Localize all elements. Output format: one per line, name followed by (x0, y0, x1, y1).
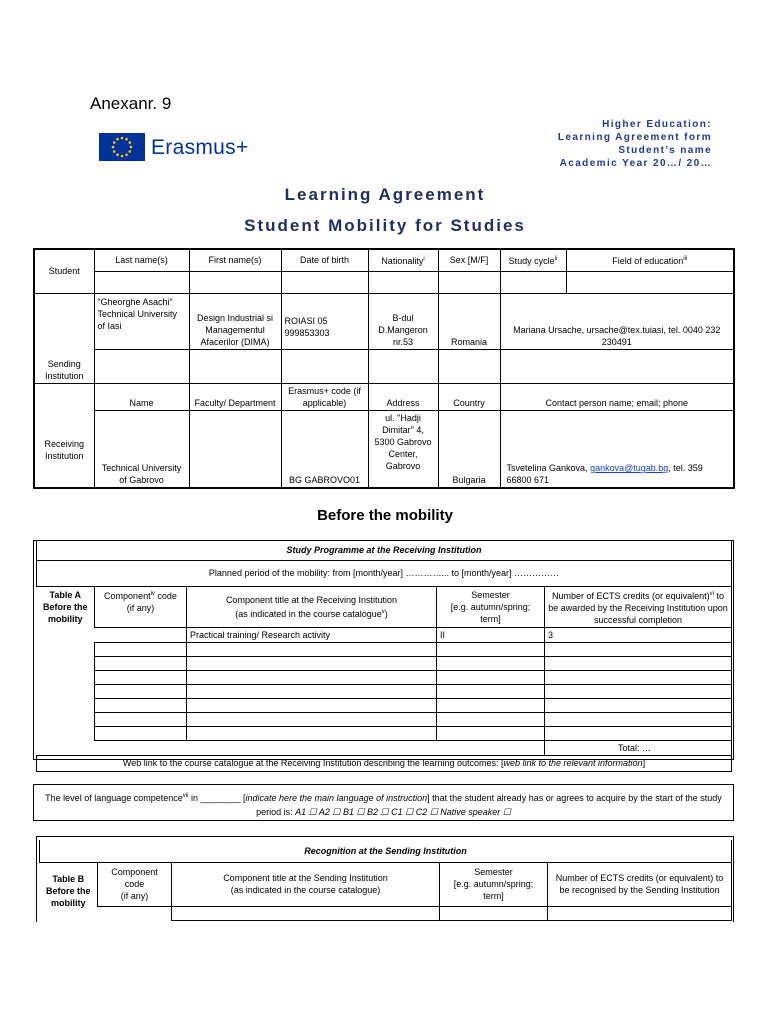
table-b-label: Table B Before the mobility (45, 874, 91, 909)
student-first-name-cell[interactable] (189, 271, 281, 293)
header-last-name: Last name(s) (94, 249, 189, 271)
header-recv-name: Name (94, 383, 189, 410)
eu-flag-icon (99, 133, 145, 161)
sending-faculty: Design Industrial si Managementul Afacerilor (DIMA) (189, 293, 281, 349)
erasmus-logo (99, 133, 251, 163)
header-b-component-title: Component title at the Sending Institution (as indicated in the course catalogue) (172, 862, 440, 906)
language-competence: The level of language competence$^{vii}$ in ________ [indicate here the main language of instruction] that the student already has or agrees to acquire by the start of the study period is: A1 ☐ A2 ☐ B1 ☐ B2 ☐ C1 ☐ C2 ☐ Native speaker ☐ (33, 784, 734, 821)
header-component-title: Component title at the Receiving Institution (as indicated in the course catalogue$^v$) (187, 586, 437, 627)
sending-contact: Mariana Ursache, ursache@tex.tuiasi, tel. 0040 232 230491 (500, 293, 734, 349)
student-study-cycle-cell[interactable] (500, 271, 566, 293)
language-level-options[interactable]: A1 ☐ A2 ☐ B1 ☐ B2 ☐ C1 ☐ C2 ☐ Native speaker ☐ (295, 807, 511, 817)
sending-name: “Gheorghe Asachi” Technical University of Iasi (94, 293, 189, 349)
document-subtitle: Student Mobility for Studies (244, 216, 526, 235)
header-field-of-education: Field of education$^{iii}$ (566, 249, 734, 271)
sending-erasmus-code: ROIASI 05 999853303 (281, 293, 368, 349)
header-semester: Semester [e.g. autumn/spring; term] (437, 586, 545, 627)
header-recv-country: Country (438, 383, 500, 410)
header-component-code: Component$^{iv}$ code (if any) (95, 586, 187, 627)
row1-semester: II (437, 627, 545, 642)
receiving-contact: Tsvetelina Gankova, gankova@tugab.bg, tel. 359 66800 671 (500, 410, 734, 488)
annex-number: Anexanr. 9 (90, 94, 172, 113)
student-dob-cell[interactable] (281, 271, 368, 293)
header-sex: Sex [M/F] (438, 249, 500, 271)
student-label: Student (34, 249, 94, 293)
receiving-address: ul. "Hadji Dimitar" 4, 5300 Gabrovo Center, Gabrovo (368, 410, 438, 488)
header-b-semester: Semester [e.g. autumn/spring; term] (440, 862, 548, 906)
logo-text: Erasmus+ (151, 136, 249, 159)
header-line-4: Academic Year 20…/ 20… (559, 158, 712, 169)
header-b-component-code: Component code (if any) (98, 862, 172, 906)
table-row[interactable] (95, 684, 187, 698)
table-row[interactable] (95, 656, 187, 670)
header-recv-faculty: Faculty/ Department (189, 383, 281, 410)
student-institutions-table (33, 248, 735, 489)
row1-ects: 3 (545, 627, 732, 642)
section-before-mobility: Before the mobility (317, 507, 453, 524)
header-date-of-birth: Date of birth (281, 249, 368, 271)
header-recv-code: Erasmus+ code (if applicable) (281, 383, 368, 410)
table-row[interactable] (172, 906, 440, 920)
table-a-heading: Study Programme at the Receiving Institution (37, 540, 732, 560)
header-ects: Number of ECTS credits (or equivalent)$^{vi}$ to be awarded by the Receiving Institution upon successful completion (545, 586, 732, 627)
total-credits: Total: … (545, 740, 732, 755)
student-field-cell[interactable] (566, 271, 734, 293)
table-row[interactable] (95, 698, 187, 712)
table-b-recognition (39, 840, 732, 921)
header-line-3: Student’s name (618, 145, 712, 156)
receiving-country: Bulgaria (438, 410, 500, 488)
header-nationality: Nationality$^i$ (368, 249, 438, 271)
receiving-erasmus-code: BG GABROVO01 (281, 410, 368, 488)
header-study-cycle: Study cycle$^{ii}$ (500, 249, 566, 271)
header-line-1: Higher Education: (602, 119, 712, 130)
receiving-institution-label: Receiving Institution (34, 383, 94, 488)
planned-period: Planned period of the mobility: from [month/year] …………... to [month/year] …………… (37, 560, 732, 586)
student-nationality-cell[interactable] (368, 271, 438, 293)
table-row[interactable] (95, 712, 187, 726)
contact-email-link[interactable]: gankova@tugab.bg (590, 463, 669, 473)
table-row[interactable] (95, 642, 187, 656)
header-recv-contact: Contact person name; email; phone (500, 383, 734, 410)
form-header (558, 118, 712, 170)
table-row[interactable] (95, 670, 187, 684)
receiving-faculty[interactable] (189, 410, 281, 488)
header-first-name: First name(s) (189, 249, 281, 271)
sending-country: Romania (438, 293, 500, 349)
receiving-name: Technical University of Gabrovo (94, 410, 189, 488)
sending-address: B-dul D.Mangeron nr.53 (368, 293, 438, 349)
weblink-course-catalogue: Web link to the course catalogue at the Receiving Institution describing the learning outcomes: [web link to the relevant information] (37, 755, 732, 771)
sending-institution-label: Sending Institution (34, 293, 94, 383)
table-b-heading: Recognition at the Sending Institution (40, 840, 732, 862)
table-row[interactable] (95, 726, 187, 740)
row1-code (95, 627, 187, 642)
table-a-label: Table A Before the mobility (42, 589, 88, 624)
row1-title: Practical training/ Research activity (187, 627, 437, 642)
student-last-name-cell[interactable] (94, 271, 189, 293)
student-sex-cell[interactable] (438, 271, 500, 293)
table-a-study-programme (36, 540, 732, 772)
header-line-2: Learning Agreement form (557, 132, 712, 143)
header-recv-address: Address (368, 383, 438, 410)
document-title: Learning Agreement (284, 185, 486, 204)
header-b-ects: Number of ECTS credits (or equivalent) to be recognised by the Sending Institution (548, 862, 732, 906)
